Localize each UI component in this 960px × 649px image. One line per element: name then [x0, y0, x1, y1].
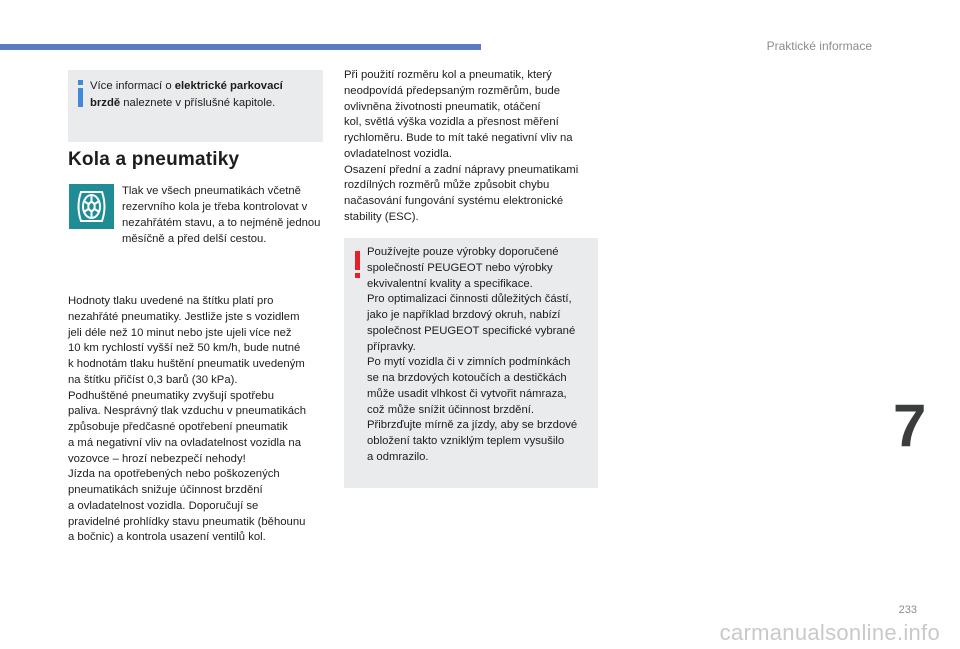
info-note-suffix: naleznete v příslušné kapitole.: [120, 96, 276, 109]
left-body-line: pneumatikách snižuje účinnost brzdění: [68, 484, 263, 496]
left-body-line: Podhuštěné pneumatiky zvyšují spotřebu: [68, 389, 274, 402]
right-body-line: rychloměru. Bude to mít také negativní vliv na: [344, 132, 573, 144]
left-body-line: a ovladatelnost vozidla. Doporučují se: [68, 499, 259, 512]
section-title: Praktické informace: [766, 39, 872, 53]
page-number: 233: [898, 604, 917, 616]
left-body-line: Hodnoty tlaku uvedené na štítku platí pro: [68, 295, 274, 307]
warning-line: Přibrzďujte mírně za jízdy, aby se brzdové: [367, 419, 578, 432]
warning-line: může usadit vlhkost či vytvořit námraza,: [367, 387, 567, 400]
left-body-line: a bočnic) a kontrola usazení ventilů kol.: [68, 531, 266, 544]
right-body-line: neodpovídá předepsaným rozměrům, bude: [344, 84, 561, 97]
right-body-line: stability (ESC).: [344, 210, 419, 223]
left-body-line: 10 km rychlostí vyšší než 50 km/h, bude nutné: [68, 342, 301, 355]
warning-line: přípravky.: [367, 340, 416, 353]
left-body-line: a má negativní vliv na ovladatelnost vozidla na: [68, 436, 301, 449]
right-body-line: rozdílných rozměrů může způsobit chybu: [344, 179, 550, 192]
warning-line: obložení takto vzniklým teplem vysušilo: [367, 435, 565, 447]
watermark: carmanualsonline.info: [719, 620, 940, 645]
warning-note-text: [367, 245, 593, 466]
warning-note: [344, 238, 598, 488]
chapter-number: 7: [893, 392, 927, 459]
left-body-line: vozovce – hrozí nebezpečí nehody!: [68, 452, 246, 465]
info-icon: [78, 80, 83, 107]
warning-icon: [355, 251, 360, 278]
warning-line: se na brzdových kotoučích a destičkách: [367, 372, 567, 384]
warning-line: Používejte pouze výrobky doporučené: [367, 246, 559, 258]
right-body-line: ovlivněna životnosti pneumatik, otáčení: [344, 100, 541, 113]
left-body-line: k hodnotám tlaku huštění pneumatik uvedeným: [68, 358, 305, 370]
right-body-line: ovladatelnost vozidla.: [344, 147, 453, 160]
info-note-text: [90, 78, 316, 111]
info-note-bold: elektrické parkovací brzdě: [90, 80, 283, 109]
right-body: [344, 68, 606, 226]
tyre-icon: [69, 184, 114, 229]
tyre-pressure-note: Tlak ve všech pneumatikách včetně rezervního kola je třeba kontrolovat v nezahřátém stavu, a to nejméně jednou měsíčně a před delší cestou.: [122, 185, 321, 245]
warning-line: a odmrazilo.: [367, 450, 429, 463]
right-body-line: načasování fungování systému elektronické: [344, 195, 564, 207]
right-body-line: Při použití rozměru kol a pneumatik, který: [344, 69, 552, 81]
warning-line: společností PEUGEOT nebo výrobky: [367, 261, 553, 274]
left-body-line: nezahřáté pneumatiky. Jestliže jste s vozidlem: [68, 310, 300, 323]
section-heading: Kola a pneumatiky: [68, 149, 240, 170]
left-body-line: pravidelné prohlídky stavu pneumatik (běhounu: [68, 515, 306, 528]
warning-line: Po mytí vozidla či v zimních podmínkách: [367, 356, 571, 369]
info-note-prefix: Více informací o: [90, 80, 175, 92]
right-body-line: Osazení přední a zadní nápravy pneumatikami: [344, 163, 579, 176]
warning-line: Pro optimalizaci činnosti důležitých částí,: [367, 293, 572, 306]
left-body-line: jeli déle než 10 minut nebo jste ujeli více než: [68, 326, 292, 339]
warning-line: což může snížit účinnost brzdění.: [367, 403, 535, 416]
warning-line: jako je například brzdový okruh, nabízí: [367, 309, 561, 321]
right-body-line: kol, světlá výška vozidla a přesnost měření: [344, 116, 559, 129]
left-body-line: paliva. Nesprávný tlak vzduchu v pneumatikách: [68, 405, 306, 418]
warning-line: ekvivalentní kvality a specifikace.: [367, 277, 533, 290]
left-body-line: způsobuje předčasné opotřebení pneumatik: [68, 421, 288, 433]
left-body-line: na štítku přičíst 0,3 barů (30 kPa).: [68, 373, 238, 386]
header-accent-bar: [0, 44, 481, 50]
left-body-line: Jízda na opotřebených nebo poškozených: [68, 468, 280, 481]
left-body: [68, 294, 333, 546]
info-note: [68, 70, 323, 142]
warning-line: společnost PEUGEOT specifické vybrané: [367, 324, 576, 337]
